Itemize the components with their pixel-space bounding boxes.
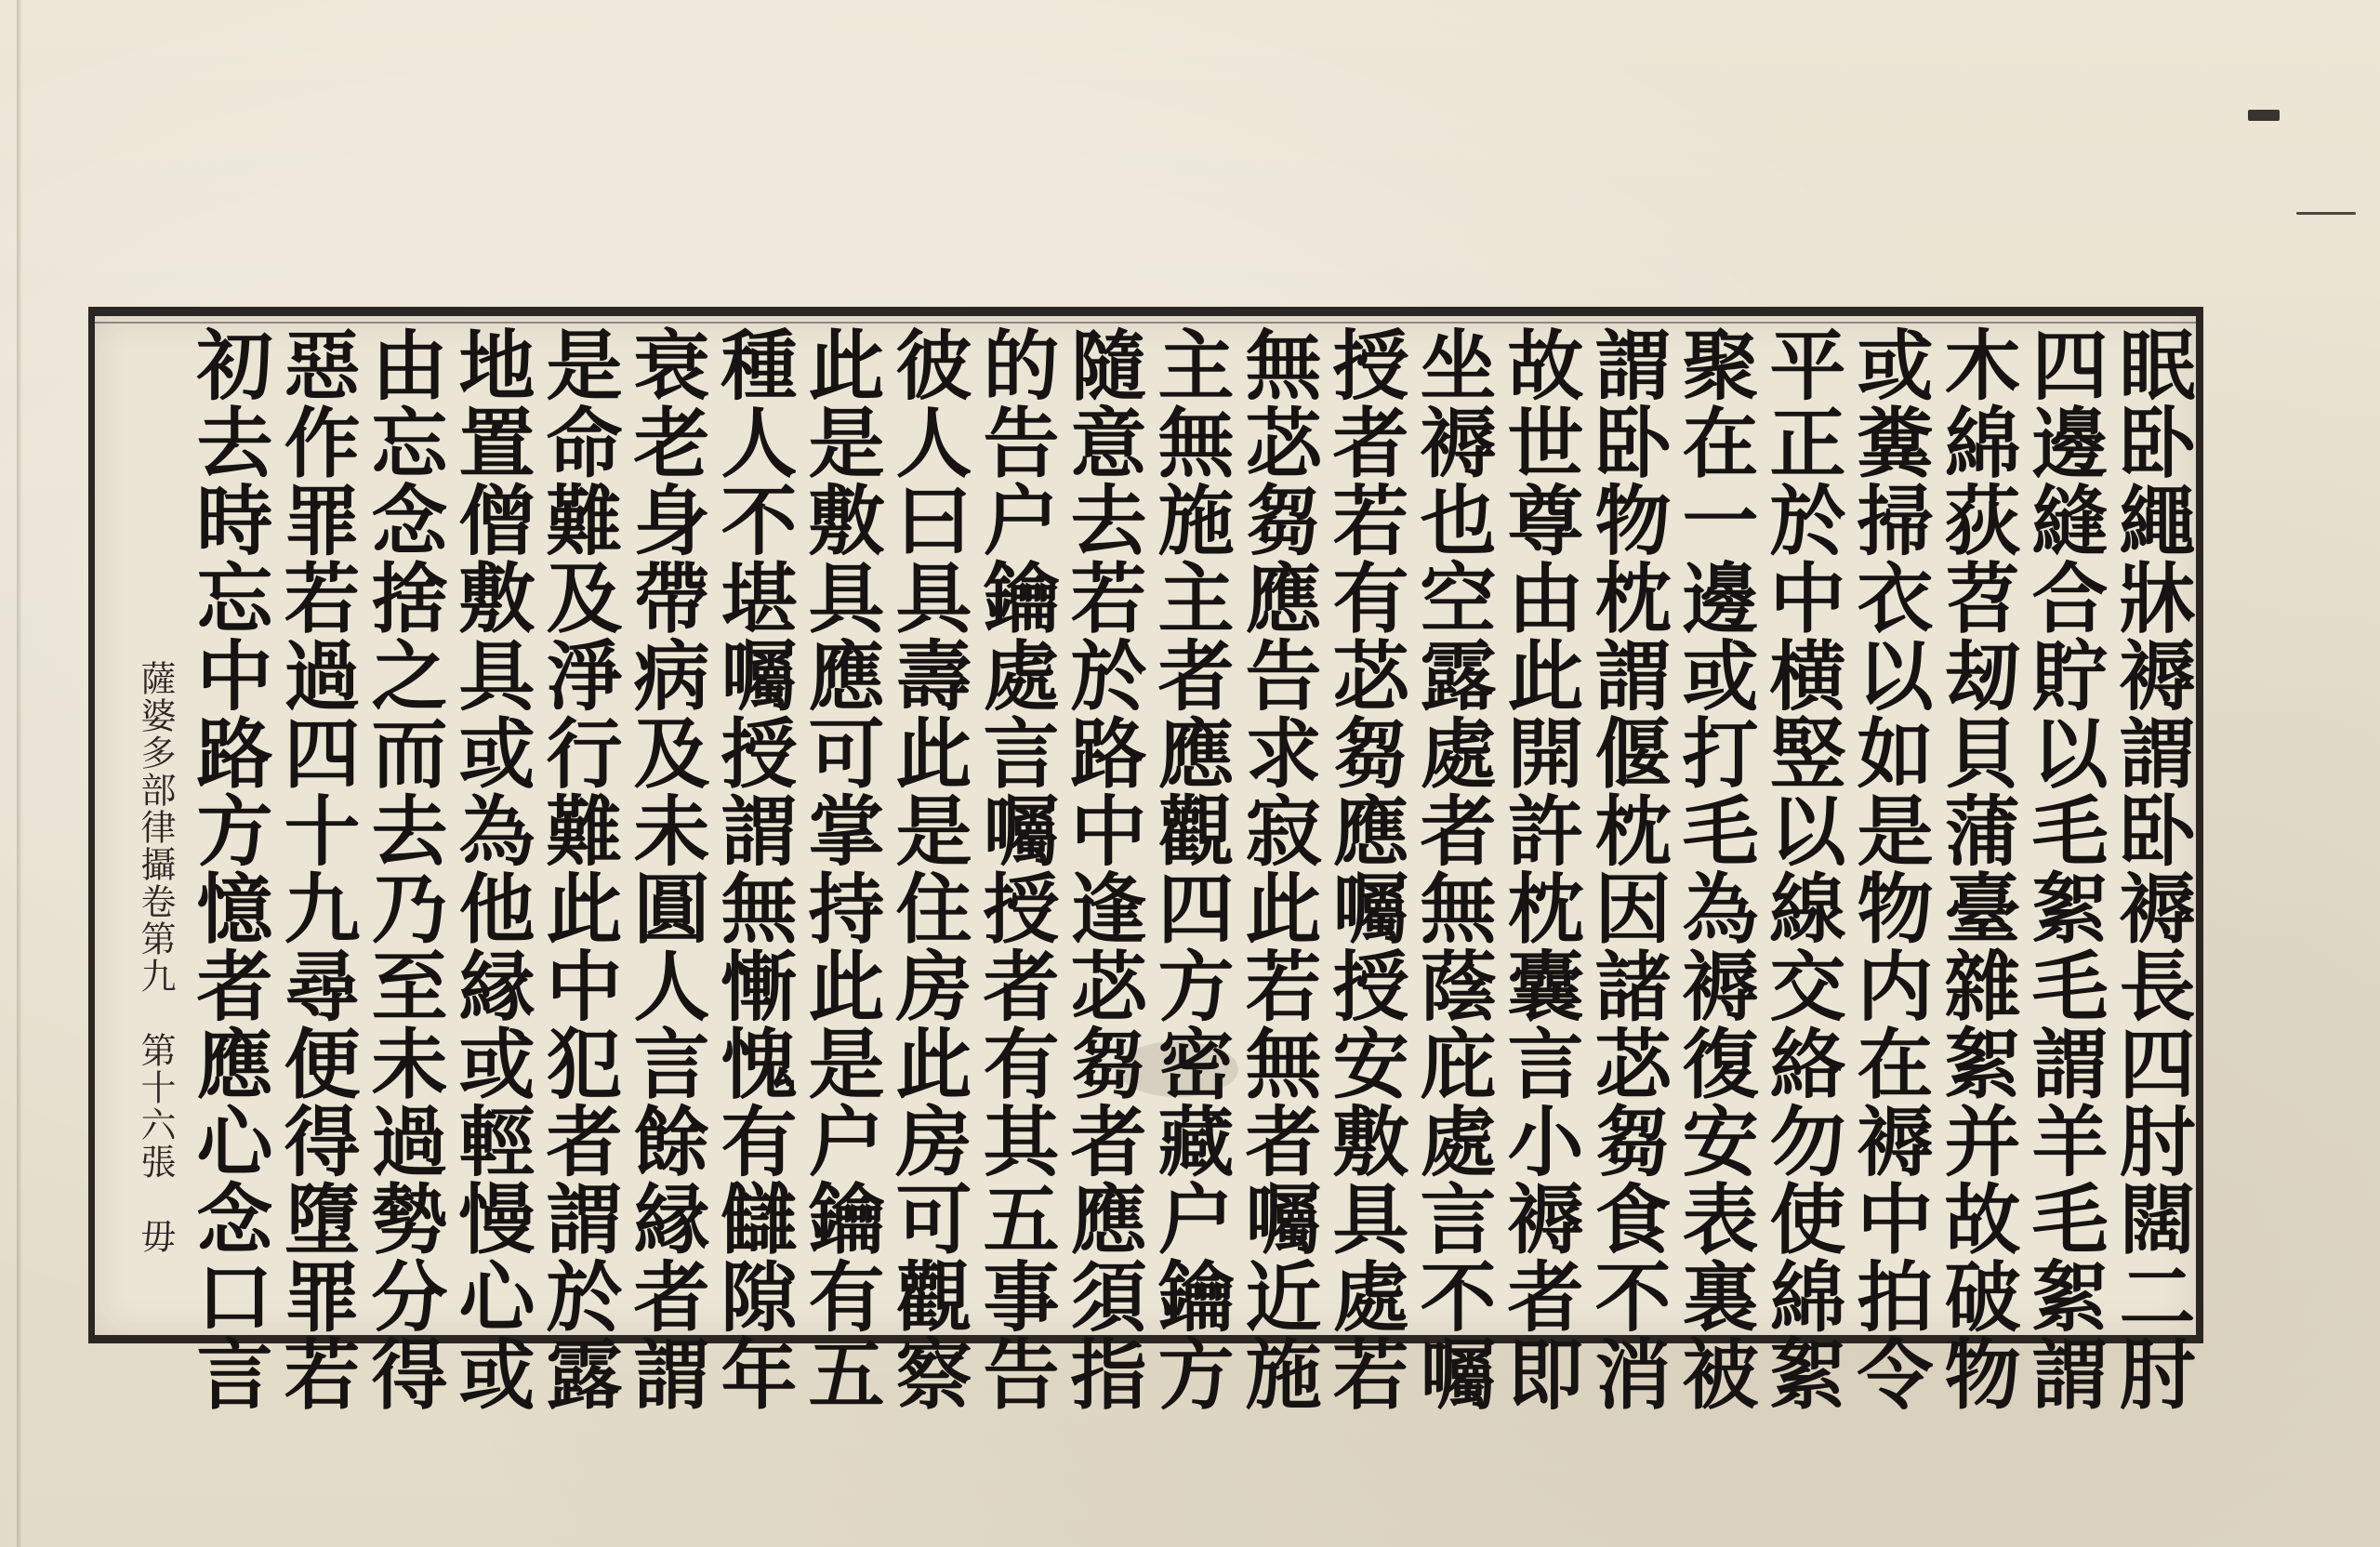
text-column-12: 主無施主者應觀四方密藏户鑰方 bbox=[1145, 325, 1235, 1412]
margin-note: 薩婆多部律攝卷第九 第十六張 毋 bbox=[135, 660, 176, 1255]
text-column-13: 隨意去若於路中逢苾芻者應須指 bbox=[1058, 325, 1147, 1412]
text-column-21: 由忘念捨之而去乃至未過勢分得 bbox=[359, 325, 448, 1412]
text-column-11: 無苾芻應告求寂此若無者囑近施 bbox=[1233, 325, 1322, 1412]
text-column-20: 地置僧敷具或為他縁或輕慢心或 bbox=[446, 325, 536, 1412]
woodblock-print-frame bbox=[88, 307, 2203, 1412]
text-column-3: 木綿荻苕刼貝蒲臺雜絮并故破物 bbox=[1932, 325, 2021, 1412]
text-column-14: 的告户鑰處言囑授者有其五事告 bbox=[971, 325, 1060, 1412]
text-column-23: 初去時忘中路方憶者應心念口言 bbox=[184, 325, 273, 1412]
text-column-15: 彼人曰具壽此是住房此房可觀察 bbox=[883, 325, 972, 1412]
text-column-4: 或糞掃衣以如是物内在褥中拍令 bbox=[1844, 325, 1934, 1412]
text-column-17: 種人不堪囑授謂無慚愧有讎隙年 bbox=[708, 325, 798, 1412]
edge-mark-top-right bbox=[2248, 110, 2280, 121]
text-column-5: 平正於中横竪以線交絡勿使綿絮 bbox=[1757, 325, 1846, 1412]
text-column-10: 授者若有苾芻應囑授安敷具處若 bbox=[1320, 325, 1409, 1412]
text-column-2: 四邊縫合貯以毛絮毛謂羊毛絮謂 bbox=[2019, 325, 2109, 1412]
text-column-18: 衰老身帶病及未圓人言餘縁者謂 bbox=[621, 325, 710, 1412]
text-column-9: 坐褥也空露處者無蔭庇處言不囑 bbox=[1408, 325, 1497, 1412]
text-column-19: 是命難及淨行難此中犯者謂於露 bbox=[534, 325, 623, 1412]
text-column-1: 眠卧繩牀褥謂卧褥長四肘闊二肘 bbox=[2107, 325, 2196, 1412]
text-column-22: 惡作罪若過四十九尋便得墮罪若 bbox=[271, 325, 361, 1412]
text-column-7: 謂卧物枕謂偃枕因諸苾芻食不消 bbox=[1582, 325, 1672, 1412]
page-crease bbox=[17, 0, 22, 1547]
text-column-8: 故世尊由此開許枕囊言小褥者即 bbox=[1495, 325, 1584, 1412]
text-columns bbox=[95, 316, 2196, 1412]
edge-mark-right bbox=[2296, 212, 2356, 215]
text-column-16: 此是敷具應可掌持此是户鑰有五 bbox=[796, 325, 885, 1412]
text-column-6: 聚在一邊或打毛為褥復安表裏被 bbox=[1670, 325, 1759, 1412]
